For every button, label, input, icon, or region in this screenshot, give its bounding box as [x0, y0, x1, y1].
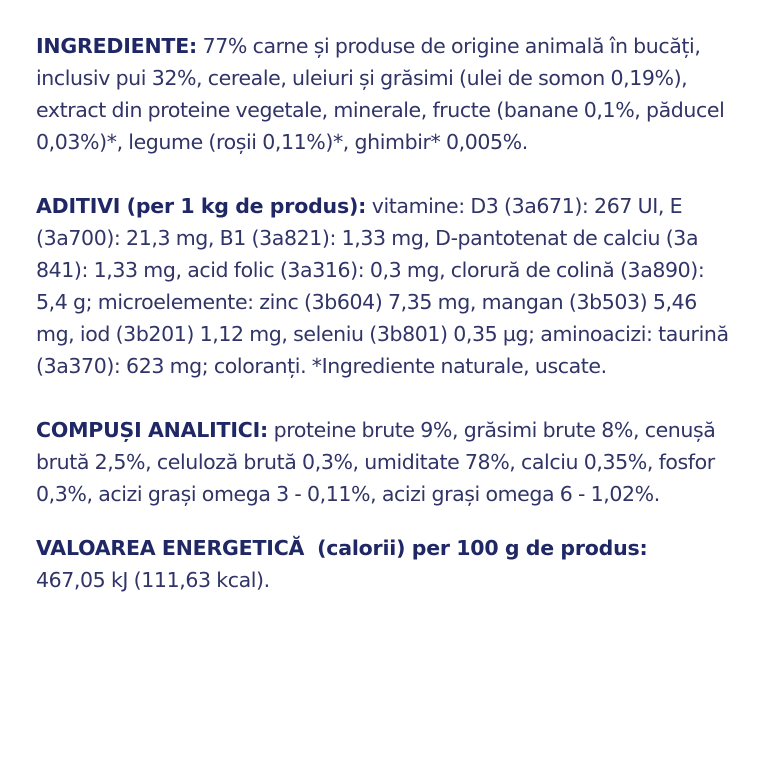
ingredients-label: INGREDIENTE: [36, 34, 197, 58]
additives-text: vitamine: D3 (3a671): 267 UI, E (3a700): 21,3 mg, B1 (3a821): 1,33 mg, D-pantotenat de calciu (3a 841): 1,33 mg, acid folic (3a316): 0,3 mg, clorură de colină (3a890): 5,4 g; microelemente: zinc (3b604) 7,35 mg, mangan (3b503) 5,46 mg, iod (3b201) 1,12 mg, seleniu (3b801) 0,35 µg; aminoacizi: taurină (3a370): 623 mg; coloranți. *Ingrediente naturale, uscate. [36, 194, 729, 378]
analytical-label: COMPUȘI ANALITICI: [36, 418, 269, 442]
energy-text: 467,05 kJ (111,63 kcal). [36, 568, 270, 592]
energy-label: VALOAREA ENERGETICĂ (calorii) per 100 g de produs: [36, 536, 648, 560]
analytical-text: proteine brute 9%, grăsimi brute 8%, cenușă brută 2,5%, celuloză brută 0,3%, umiditate 78%, calciu 0,35%, fosfor 0,3%, acizi grași omega 3 - 0,11%, acizi grași omega 6 - 1,02%. [36, 418, 716, 506]
energy-paragraph [36, 532, 736, 596]
ingredients-text: 77% carne și produse de origine animală în bucăți, inclusiv pui 32%, cereale, uleiuri și grăsimi (ulei de somon 0,19%), extract din proteine vegetale, minerale, fructe (banane 0,1%, păducel 0,03%)*, legume (roșii 0,11%)*, ghimbir* 0,005%. [36, 34, 725, 154]
additives-paragraph [36, 190, 736, 382]
ingredients-paragraph [36, 30, 736, 158]
product-composition [36, 30, 736, 596]
analytical-paragraph [36, 414, 736, 510]
additives-label: ADITIVI (per 1 kg de produs): [36, 194, 367, 218]
